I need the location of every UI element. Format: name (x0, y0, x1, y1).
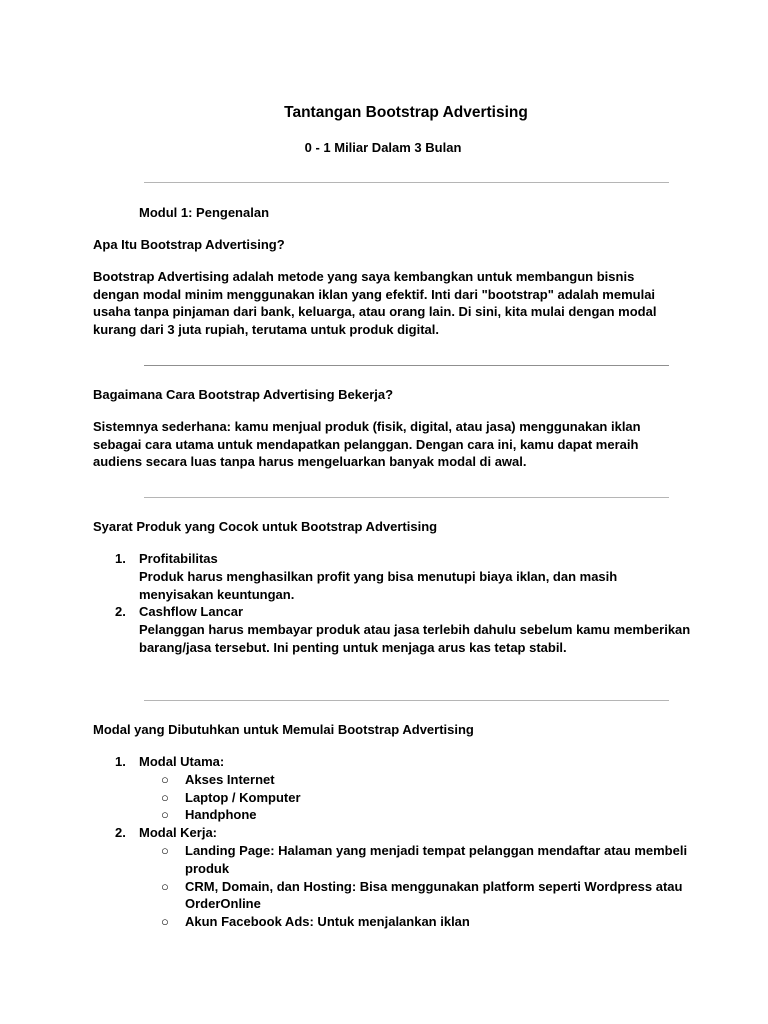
sub-list-item-text: Laptop / Komputer (185, 789, 301, 805)
list-item-title: Cashflow Lancar (139, 604, 244, 620)
section-heading-intro: Apa Itu Bootstrap Advertising? (93, 237, 285, 252)
sub-list-item (139, 806, 693, 824)
module-label: Modul 1: Pengenalan (139, 205, 270, 220)
circle-bullet-icon: ○ (161, 789, 169, 805)
list-number: 1. (115, 551, 126, 566)
list-item (93, 603, 693, 656)
sub-list (139, 842, 693, 931)
capital-list (93, 753, 693, 931)
list-item-title: Modal Kerja: (139, 825, 218, 841)
sub-list-item (139, 842, 693, 878)
circle-bullet-icon: ○ (161, 842, 169, 858)
divider (144, 365, 669, 366)
section-paragraph-how: Sistemnya sederhana: kamu menjual produk (fisik, digital, atau jasa) menggunakan iklan sebagai cara utama untuk mendapatkan pelanggan. Dengan cara ini, kamu dapat meraih audiens secara luas tanpa harus mengeluarkan banyak modal di awal. (93, 419, 641, 470)
list-item (93, 550, 693, 603)
sub-list-item (139, 913, 693, 931)
circle-bullet-icon: ○ (161, 807, 169, 823)
requirements-list (93, 550, 693, 657)
sub-list-item (139, 771, 693, 789)
divider (144, 700, 669, 701)
divider (144, 497, 669, 498)
sub-list (139, 771, 693, 824)
list-number: 1. (115, 754, 126, 769)
section-heading-how: Bagaimana Cara Bootstrap Advertising Bekerja? (93, 387, 394, 402)
sub-list-item-text: Landing Page: Halaman yang menjadi tempat pelanggan mendaftar atau membeli produk (185, 842, 688, 876)
list-item-description: Pelanggan harus membayar produk atau jasa terlebih dahulu sebelum kamu memberikan barang/jasa tersebut. Ini penting untuk menjaga arus kas tetap stabil. (139, 622, 691, 655)
sub-list-item-text: CRM, Domain, dan Hosting: Bisa menggunakan platform seperti Wordpress atau OrderOnline (185, 878, 683, 912)
document-title: Tantangan Bootstrap Advertising (284, 104, 528, 121)
divider (144, 182, 669, 183)
list-number: 2. (115, 604, 126, 620)
section-heading-requirements: Syarat Produk yang Cocok untuk Bootstrap Advertising (93, 519, 438, 534)
sub-list-item (139, 789, 693, 807)
circle-bullet-icon: ○ (161, 771, 169, 787)
sub-list-item-text: Handphone (185, 807, 257, 823)
sub-list-item-text: Akun Facebook Ads: Untuk menjalankan iklan (185, 914, 470, 930)
list-item (93, 824, 693, 931)
circle-bullet-icon: ○ (161, 914, 169, 930)
list-item-title: Profitabilitas (139, 551, 218, 566)
circle-bullet-icon: ○ (161, 878, 169, 894)
section-paragraph-intro: Bootstrap Advertising adalah metode yang saya kembangkan untuk membangun bisnis dengan modal minim menggunakan iklan yang efektif. Inti dari "bootstrap" adalah memulai usaha tanpa pinjaman dari bank, keluarga, atau orang lain. Di sini, kita mulai dengan modal kurang dari 3 juta rupiah, terutama untuk produk digital. (93, 269, 657, 337)
section-heading-capital: Modal yang Dibutuhkan untuk Memulai Bootstrap Advertising (93, 722, 474, 737)
list-number: 2. (115, 825, 126, 841)
list-item (93, 753, 693, 824)
sub-list-item-text: Akses Internet (185, 771, 275, 787)
list-item-description: Produk harus menghasilkan profit yang bisa menutupi biaya iklan, dan masih menyisakan keuntungan. (139, 568, 618, 602)
sub-list-item (139, 878, 693, 914)
list-item-title: Modal Utama: (139, 754, 225, 769)
document-subtitle: 0 - 1 Miliar Dalam 3 Bulan (304, 140, 462, 155)
